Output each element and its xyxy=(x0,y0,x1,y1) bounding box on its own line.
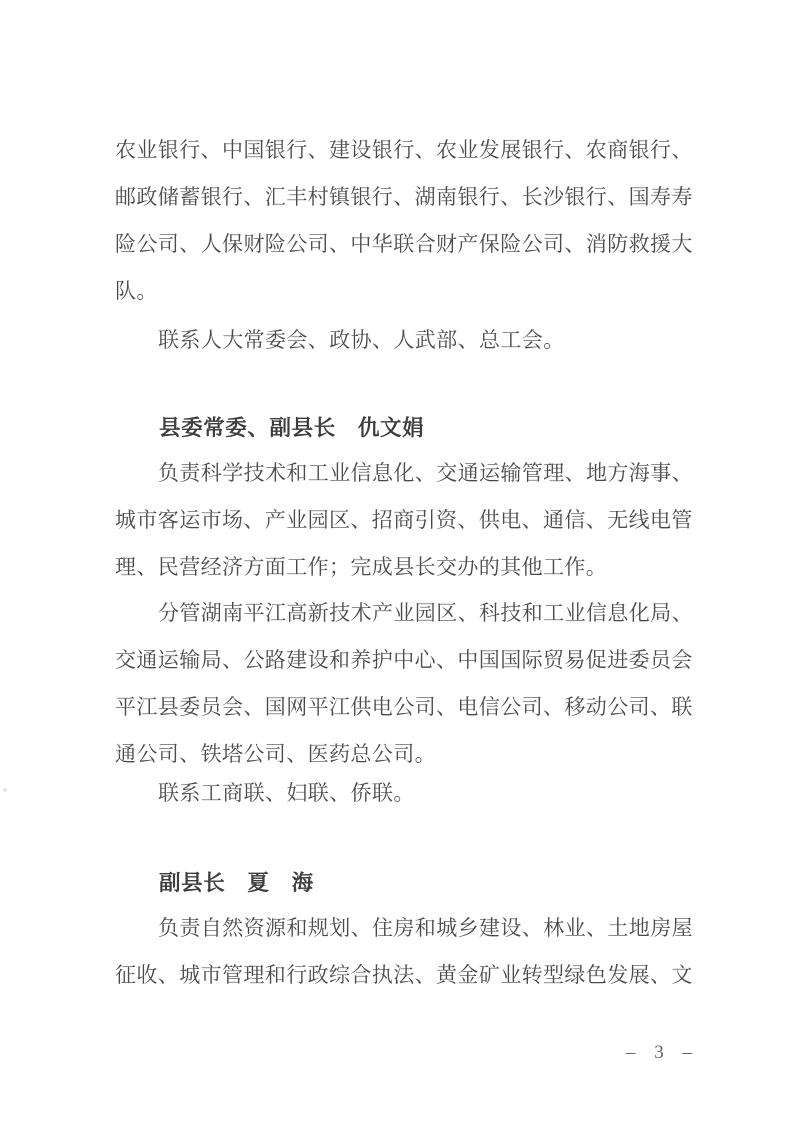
section-heading-qiuwenjuan: 县委常委、副县长 仇文娟 xyxy=(159,416,425,440)
paragraph-duties-xia xyxy=(115,905,695,999)
text-line: 险公司、人保财险公司、中华联合财产保险公司、消防救援大 xyxy=(115,232,693,256)
text-line: 交通运输局、公路建设和养护中心、中国国际贸易促进委员会 xyxy=(115,648,693,672)
paragraph-contacts-2 xyxy=(115,770,695,817)
paragraph-contacts-1 xyxy=(115,317,695,364)
text-line: 征收、城市管理和行政综合执法、黄金矿业转型绿色发展、文 xyxy=(115,963,693,987)
scan-artifact xyxy=(117,744,120,747)
scan-artifact xyxy=(3,788,7,792)
paragraph-duties-qiu xyxy=(115,450,695,591)
paragraph-banks xyxy=(115,127,695,315)
text-line: 分管湖南平江高新技术产业园区、科技和工业信息化局、 xyxy=(158,601,693,625)
text-line: 邮政储蓄银行、汇丰村镇银行、湖南银行、长沙银行、国寿寿 xyxy=(115,185,693,209)
text-line: 城市客运市场、产业园区、招商引资、供电、通信、无线电管 xyxy=(115,508,693,532)
text-line: 负责科学技术和工业信息化、交通运输管理、地方海事、 xyxy=(158,461,693,485)
text-line: 队。 xyxy=(115,279,158,303)
paragraph-departments-qiu xyxy=(115,590,695,778)
page-number: – 3 – xyxy=(626,1042,699,1063)
scan-artifact xyxy=(117,752,120,755)
text-line: 联系人大常委会、政协、人武部、总工会。 xyxy=(158,328,565,352)
text-line: 联系工商联、妇联、侨联。 xyxy=(158,781,415,805)
text-line: 理、民营经济方面工作；完成县长交办的其他工作。 xyxy=(115,555,608,579)
text-line: 通公司、铁塔公司、医药总公司。 xyxy=(115,742,436,766)
text-line: 平江县委员会、国网平江供电公司、电信公司、移动公司、联 xyxy=(115,695,693,719)
text-line: 负责自然资源和规划、住房和城乡建设、林业、土地房屋 xyxy=(158,916,693,940)
section-heading-xiahai: 副县长 夏 海 xyxy=(159,871,314,895)
text-line: 农业银行、中国银行、建设银行、农业发展银行、农商银行、 xyxy=(115,138,693,162)
